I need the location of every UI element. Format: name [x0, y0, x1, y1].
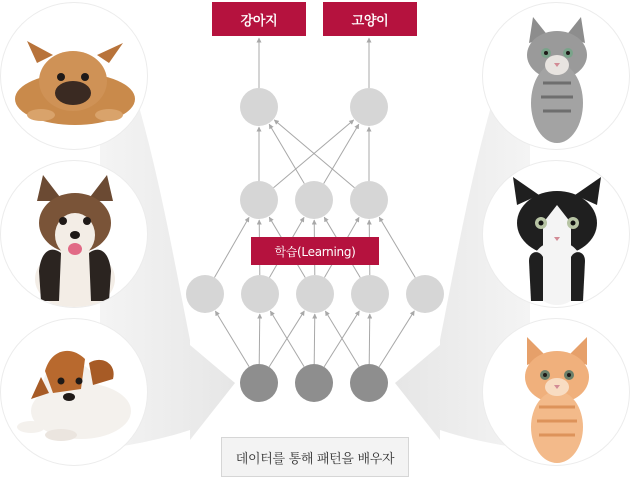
input-node [295, 364, 333, 402]
gray-tabby-icon [483, 3, 630, 150]
edge-l1-l2 [214, 217, 249, 277]
edge-l0-l1 [259, 314, 260, 364]
hidden-node-layer1 [241, 275, 279, 313]
french-bulldog-icon [1, 3, 148, 150]
hidden-node-layer2 [350, 181, 388, 219]
hidden-node-layer1 [351, 275, 389, 313]
hidden-node-layer1 [406, 275, 444, 313]
input-node [350, 364, 388, 402]
output-node [240, 88, 278, 126]
edge-l0-l1 [215, 311, 249, 367]
cat-photo-black-white [482, 160, 630, 308]
black-white-cat-icon [483, 161, 630, 308]
cat-photo-orange [482, 318, 630, 466]
caption-box: 데이터를 통해 패턴을 배우자 [221, 437, 409, 477]
edge-l2-l3 [324, 124, 359, 183]
input-node [240, 364, 278, 402]
learning-label: 학습(Learning) [251, 237, 379, 265]
output-node [350, 88, 388, 126]
edge-l0-l1 [369, 314, 370, 364]
edge-l1-l2 [379, 217, 415, 277]
edge-l0-l1 [314, 314, 315, 364]
output-label-dog: 강아지 [212, 2, 306, 36]
hidden-node-layer1 [296, 275, 334, 313]
cat-photo-gray-tabby [482, 2, 630, 150]
dog-photo-french-bulldog [0, 2, 148, 150]
hidden-node-layer2 [240, 181, 278, 219]
edge-l0-l1 [379, 311, 414, 367]
orange-kitten-icon [483, 319, 630, 466]
jack-russell-icon [1, 319, 148, 466]
output-label-cat: 고양이 [323, 2, 417, 36]
dog-photo-corgi [0, 160, 148, 308]
hidden-node-layer2 [295, 181, 333, 219]
corgi-icon [1, 161, 148, 308]
dog-photo-jack-russell [0, 318, 148, 466]
hidden-node-layer1 [186, 275, 224, 313]
edge-l2-l3 [269, 124, 304, 183]
